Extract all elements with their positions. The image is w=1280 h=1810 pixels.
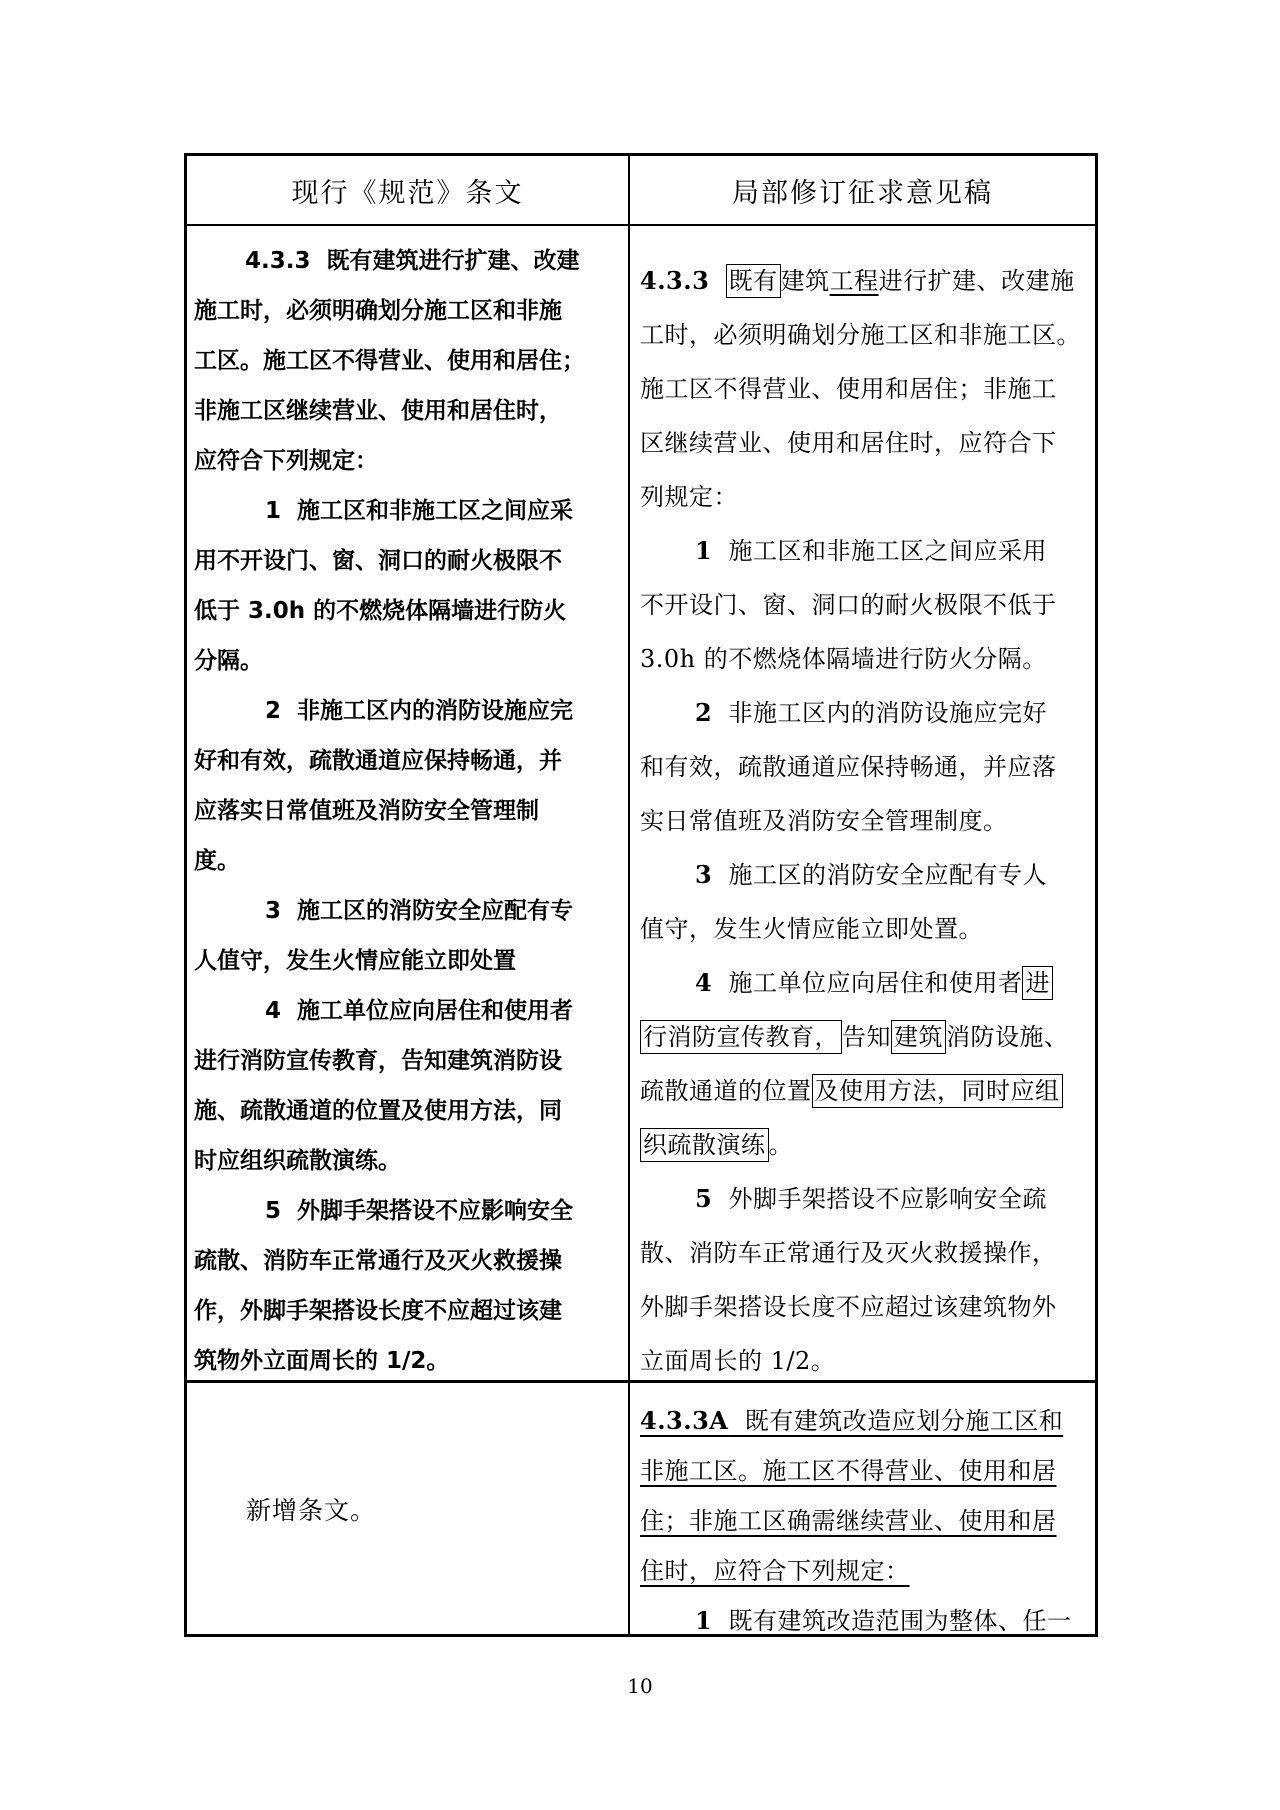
text-run: 不开设门、窗、洞口的耐火极限不低于 [640, 591, 1057, 619]
text-line [640, 1226, 1087, 1280]
text-line [194, 336, 622, 386]
text-run: 4 施工单位应向居住和使用者 [265, 998, 574, 1024]
text-line [640, 254, 1087, 308]
text-line [640, 1334, 1087, 1383]
text-run: 外脚手架搭设长度不应超过该建筑物外 [640, 1293, 1057, 1321]
text-line [194, 886, 622, 936]
text-line [194, 1086, 622, 1136]
text-run: 既有建筑改造应划分施工区和 [728, 1407, 1064, 1435]
text-run: 非施工区继续营业、使用和居住时， [194, 398, 562, 424]
text-line [194, 1236, 622, 1286]
text-line [194, 1336, 622, 1383]
text-line [640, 794, 1087, 848]
text-run: 列规定： [640, 483, 738, 511]
text-run: 应落实日常值班及消防安全管理制 [194, 798, 539, 824]
text-line [194, 786, 622, 836]
boxed-revision-text: 建筑 [891, 1020, 946, 1054]
text-line [194, 536, 622, 586]
text-run: 外脚手架搭设不应影响安全疏 [712, 1185, 1047, 1213]
text-line [194, 286, 622, 336]
boxed-revision-text: 织疏散演练 [640, 1128, 769, 1162]
text-run: 度。 [194, 848, 240, 874]
text-run: 好和有效，疏散通道应保持畅通，并 [194, 748, 562, 774]
boxed-revision-text: 既有 [726, 264, 781, 298]
text-run: 既有建筑改造范围为整体、任一 [712, 1607, 1072, 1634]
text-run: 4 [695, 968, 713, 997]
text-run: 3 [695, 860, 713, 889]
text-line [640, 416, 1087, 470]
text-line [640, 1280, 1087, 1334]
text-run: 2 非施工区内的消防设施应完 [265, 698, 574, 724]
header-label-current-code: 现行《规范》条文 [291, 177, 524, 209]
text-run: 筑物外立面周长的 1/2。 [194, 1348, 450, 1374]
text-run: 实日常值班及消防安全管理制度。 [640, 807, 1008, 835]
text-run: 进行扩建、改建施 [878, 267, 1075, 295]
text-run: 1 [695, 536, 713, 565]
boxed-revision-text: 行消防宣传教育， [640, 1020, 842, 1054]
current-code-clause-4-3-3 [187, 226, 630, 1383]
text-run: 和有效，疏散通道应保持畅通，并应落 [640, 753, 1057, 781]
revision-clause-4-3-3A [630, 1383, 1095, 1634]
text-run: 分隔。 [194, 648, 263, 674]
text-line [194, 986, 622, 1036]
text-line [194, 686, 622, 736]
page-number: 10 [627, 1674, 653, 1698]
text-run: 5 [695, 1184, 713, 1213]
text-line [640, 1446, 1087, 1496]
header-label-revision-draft: 局部修订征求意见稿 [732, 177, 993, 209]
text-line [194, 736, 622, 786]
text-run: 施工单位应向居住和使用者 [712, 969, 1023, 997]
text-run: 施工区的消防安全应配有专人 [712, 861, 1047, 889]
header-cell-current-code [187, 156, 630, 226]
text-run: 非施工区。施工区不得营业、使用和居 [640, 1457, 1057, 1485]
text-run: 应符合下列规定： [194, 448, 378, 474]
text-run: 住；非施工区确需继续营业、使用和居 [640, 1507, 1057, 1535]
text-run: 工时，必须明确划分施工区和非施工区。 [640, 321, 1081, 349]
text-line [194, 936, 622, 986]
text-run [709, 267, 725, 295]
text-run: 进行消防宣传教育，告知建筑消防设 [194, 1048, 562, 1074]
text-line [640, 1396, 1087, 1446]
text-line [640, 524, 1087, 578]
text-line [640, 686, 1087, 740]
text-line [194, 436, 622, 486]
revision-clause-4-3-3 [630, 226, 1095, 1383]
text-run: 值守，发生火情应能立即处置。 [640, 915, 983, 943]
text-run: 人值守，发生火情应能立即处置 [194, 948, 516, 974]
text-run: 4.3.3 [640, 266, 710, 295]
revision-comparison-table [184, 153, 1098, 1637]
text-run: 住时，应符合下列规定： [640, 1557, 910, 1585]
text-line [194, 1286, 622, 1336]
text-run: 建筑 [780, 267, 830, 295]
text-line [640, 1496, 1087, 1546]
text-run: 散、消防车正常通行及灭火救援操作， [640, 1239, 1057, 1267]
text-run: 疏散通道的位置 [640, 1077, 812, 1105]
text-line [194, 1036, 622, 1086]
text-run: 3.0h 的不燃烧体隔墙进行防火分隔。 [640, 645, 1047, 673]
text-run: 作，外脚手架搭设长度不应超过该建 [194, 1298, 562, 1324]
text-run: 4.3.3A [640, 1406, 729, 1435]
text-line [640, 362, 1087, 416]
text-run: 非施工区内的消防设施应完好 [712, 699, 1047, 727]
current-code-new-clause-cell [187, 1383, 630, 1634]
text-line [640, 578, 1087, 632]
boxed-revision-text: 进 [1022, 966, 1053, 1000]
text-line [194, 236, 622, 286]
text-run: 工区。施工区不得营业、使用和居住； [194, 348, 585, 374]
text-run: 。 [768, 1131, 793, 1159]
text-line [640, 470, 1087, 524]
text-line [640, 308, 1087, 362]
text-run: 5 外脚手架搭设不应影响安全 [265, 1198, 574, 1224]
text-run: 1 [695, 1606, 713, 1634]
text-run: 2 [695, 698, 713, 727]
text-run: 3 施工区的消防安全应配有专 [265, 898, 574, 924]
text-line [194, 486, 622, 536]
text-line [640, 740, 1087, 794]
text-line [640, 1010, 1087, 1064]
boxed-revision-text: 及使用方法，同时应组 [812, 1074, 1063, 1108]
text-line [640, 1172, 1087, 1226]
text-run: 立面周长的 1/2。 [640, 1347, 836, 1375]
text-run: 施工区不得营业、使用和居住；非施工 [640, 375, 1057, 403]
text-run: 时应组织疏散演练。 [194, 1148, 401, 1174]
text-run: 1 施工区和非施工区之间应采 [265, 498, 574, 524]
text-run: 消防设施、 [946, 1023, 1069, 1051]
text-run: 用不开设门、窗、洞口的耐火极限不 [194, 548, 562, 574]
text-line [640, 1118, 1087, 1172]
text-line [194, 836, 622, 886]
text-line [640, 956, 1087, 1010]
text-run: 施工区和非施工区之间应采用 [712, 537, 1047, 565]
text-run: 告知 [842, 1023, 891, 1051]
text-line [640, 632, 1087, 686]
new-clause-note: 新增条文。 [246, 1496, 377, 1525]
text-run: 施工时，必须明确划分施工区和非施 [194, 298, 562, 324]
text-run: 施、疏散通道的位置及使用方法，同 [194, 1098, 562, 1124]
text-line [640, 902, 1087, 956]
text-line [640, 1064, 1087, 1118]
header-cell-revision-draft [630, 156, 1095, 226]
text-run: 疏散、消防车正常通行及灭火救援操 [194, 1248, 562, 1274]
underlined-revision-text: 工程 [829, 267, 879, 295]
text-line [194, 1136, 622, 1186]
text-line [194, 636, 622, 686]
text-line [640, 848, 1087, 902]
text-line [640, 1596, 1087, 1634]
text-run: 低于 3.0h 的不燃烧体隔墙进行防火 [194, 598, 567, 624]
text-line [640, 1546, 1087, 1596]
text-line [194, 386, 622, 436]
text-line [194, 1186, 622, 1236]
text-run: 区继续营业、使用和居住时，应符合下 [640, 429, 1057, 457]
text-line [194, 586, 622, 636]
text-run: 4.3.3 既有建筑进行扩建、改建 [245, 248, 580, 274]
